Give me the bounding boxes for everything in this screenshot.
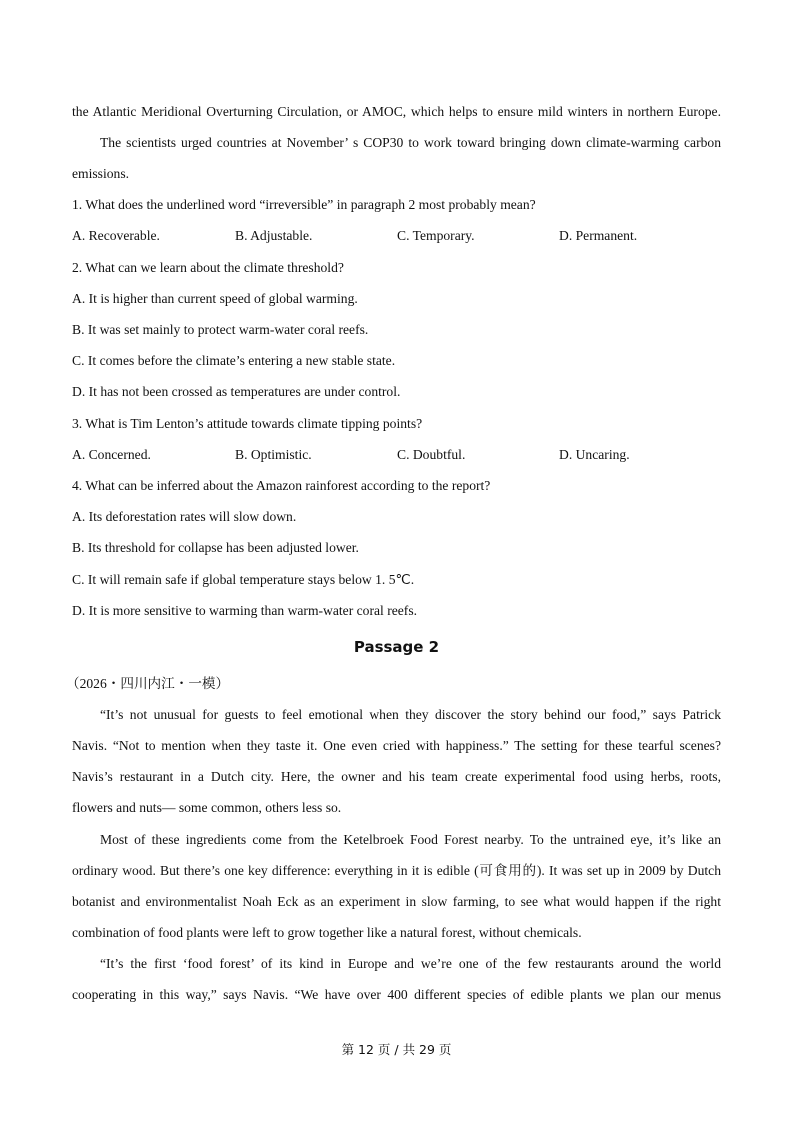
question-3-stem: 3. What is Tim Lenton’s attitude towards climate tipping points?: [72, 416, 423, 431]
question-3-option-b: B. Optimistic.: [235, 447, 312, 462]
question-2-option-a: A. It is higher than current speed of global warming.: [72, 291, 358, 306]
question-2-option-c: C. It comes before the climate’s entering a new stable state.: [72, 353, 396, 368]
question-4-option-c: C. It will remain safe if global temperature stays below 1. 5℃.: [72, 572, 415, 587]
question-2-option-d: D. It has not been crossed as temperatures are under control.: [72, 384, 401, 399]
paragraph-line: cooperating in this way,” says Navis. “We have over 400 different species of edible plants we plan our menus: [72, 987, 721, 1002]
question-1-stem: 1. What does the underlined word “irreversible” in paragraph 2 most probably mean?: [72, 197, 536, 212]
passage-title: Passage 2: [353, 638, 440, 656]
paragraph-line: Most of these ingredients come from the Ketelbroek Food Forest nearby. To the untrained eye, it’s like an: [100, 832, 721, 847]
paragraph-line: Navis’s restaurant in a Dutch city. Here, the owner and his team create experimental food using herbs, roots,: [72, 769, 721, 784]
paragraph-line: “It’s the first ‘food forest’ of its kind in Europe and we’re one of the few restaurants around the world: [100, 956, 721, 971]
question-4-stem: 4. What can be inferred about the Amazon rainforest according to the report?: [72, 478, 491, 493]
question-3-option-a: A. Concerned.: [72, 447, 151, 462]
question-3-option-c: C. Doubtful.: [397, 447, 466, 462]
paragraph-line: combination of food plants were left to grow together like a natural forest, without chemicals.: [72, 925, 582, 940]
question-1-option-b: B. Adjustable.: [235, 228, 313, 243]
question-2-option-b: B. It was set mainly to protect warm-water coral reefs.: [72, 322, 369, 337]
paragraph-line: flowers and nuts— some common, others less so.: [72, 800, 342, 815]
paragraph-line: “It’s not unusual for guests to feel emotional when they discover the story behind our food,” says Patrick: [100, 707, 721, 722]
paragraph-line: botanist and environmentalist Noah Eck as an experiment in slow farming, to see what would happen if the right: [72, 894, 721, 909]
paragraph-line: the Atlantic Meridional Overturning Circulation, or AMOC, which helps to ensure mild winters in northern Europe.: [72, 104, 721, 119]
paragraph-line: ordinary wood. But there’s one key difference: everything in it is edible (可食用的). It was set up in 2009 by Dutch: [72, 863, 721, 878]
question-4-option-a: A. Its deforestation rates will slow down.: [72, 509, 297, 524]
question-2-stem: 2. What can we learn about the climate threshold?: [72, 260, 344, 275]
question-1-option-a: A. Recoverable.: [72, 228, 160, 243]
passage-source: （2026・四川内江・一模）: [66, 676, 230, 691]
page-number-footer: 第 12 页 / 共 29 页: [341, 1042, 452, 1057]
paragraph-line: emissions.: [72, 166, 130, 181]
question-3-option-d: D. Uncaring.: [559, 447, 630, 462]
paragraph-line: The scientists urged countries at November’ s COP30 to work toward bringing down climate-warming carbon: [100, 135, 721, 150]
question-4-option-d: D. It is more sensitive to warming than warm-water coral reefs.: [72, 603, 418, 618]
question-1-option-d: D. Permanent.: [559, 228, 638, 243]
paragraph-line: Navis. “Not to mention when they taste it. One even cried with happiness.” The setting for these tearful scenes?: [72, 738, 721, 753]
question-1-option-c: C. Temporary.: [397, 228, 475, 243]
question-4-option-b: B. Its threshold for collapse has been adjusted lower.: [72, 540, 359, 555]
